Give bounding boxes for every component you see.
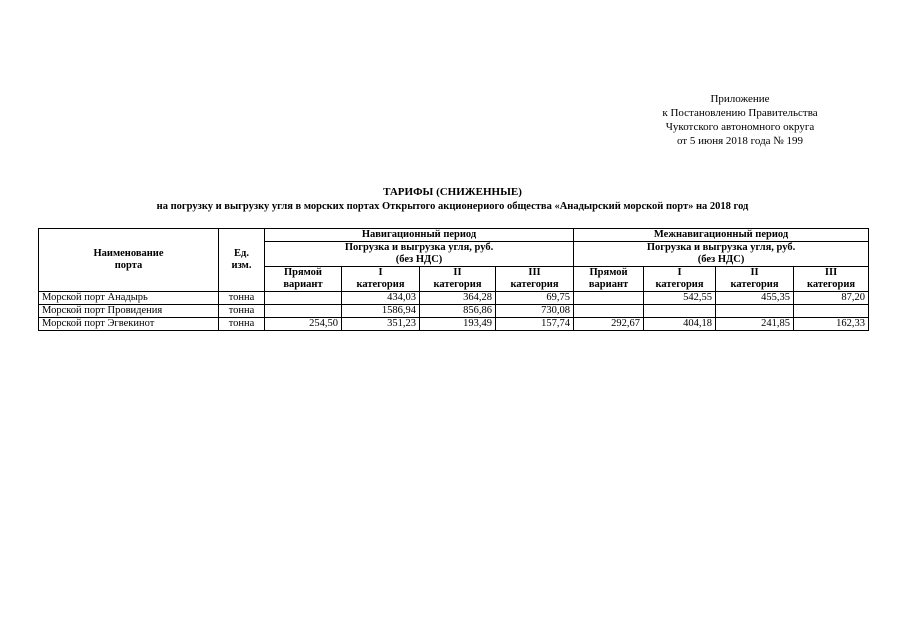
tariff-cell	[574, 305, 644, 318]
header-nav-period: Навигационный период	[265, 229, 574, 242]
tariff-cell: 351,23	[342, 318, 420, 331]
tariff-cell: 87,20	[794, 292, 869, 305]
table-row	[39, 292, 869, 305]
tariff-cell	[716, 305, 794, 318]
header-nav-group: Погрузка и выгрузка угля, руб. (без НДС)	[265, 242, 574, 267]
tariff-cell: 364,28	[420, 292, 496, 305]
appendix-line: Приложение	[710, 93, 770, 105]
tariff-cell: 241,85	[716, 318, 794, 331]
header-cat3: III категория	[794, 267, 869, 292]
table-row	[39, 305, 869, 318]
header-direct: Прямой вариант	[574, 267, 644, 292]
port-name: Морской порт Провидения	[39, 305, 219, 318]
header-cat1: I категория	[342, 267, 420, 292]
tariff-cell	[644, 305, 716, 318]
tariff-cell: 542,55	[644, 292, 716, 305]
appendix-block	[640, 92, 840, 148]
header-direct: Прямой вариант	[265, 267, 342, 292]
tariff-cell: 157,74	[496, 318, 574, 331]
tariff-cell	[794, 305, 869, 318]
port-name: Морской порт Эгвекинот	[39, 318, 219, 331]
tariff-cell: 730,08	[496, 305, 574, 318]
document-subtitle: на погрузку и выгрузку угля в морских портах Открытого акционериого общества «Анадырский морской порт» на 2018 год	[156, 201, 749, 212]
header-internav-period: Межнавигационный период	[574, 229, 869, 242]
tariff-cell: 292,67	[574, 318, 644, 331]
appendix-line: от 5 июня 2018 года № 199	[676, 135, 804, 147]
document-title: ТАРИФЫ (СНИЖЕННЫЕ)	[383, 186, 522, 198]
header-cat3: III категория	[496, 267, 574, 292]
tariff-cell: 434,03	[342, 292, 420, 305]
tariff-cell: 193,49	[420, 318, 496, 331]
header-internav-group: Погрузка и выгрузка угля, руб. (без НДС)	[574, 242, 869, 267]
header-unit: Ед. изм.	[219, 229, 265, 292]
header-port-name: Наименование порта	[39, 229, 219, 292]
header-cat2: II категория	[716, 267, 794, 292]
tariff-table	[38, 228, 869, 331]
unit: тонна	[219, 318, 265, 331]
tariff-cell	[265, 292, 342, 305]
table-row	[39, 318, 869, 331]
header-cat2: II категория	[420, 267, 496, 292]
appendix-line: к Постановлению Правительства	[662, 107, 818, 119]
tariff-cell	[265, 305, 342, 318]
tariff-cell: 856,86	[420, 305, 496, 318]
tariff-cell	[574, 292, 644, 305]
tariff-cell: 1586,94	[342, 305, 420, 318]
tariff-cell: 455,35	[716, 292, 794, 305]
unit: тонна	[219, 292, 265, 305]
port-name: Морской порт Анадырь	[39, 292, 219, 305]
header-cat1: I категория	[644, 267, 716, 292]
unit: тонна	[219, 305, 265, 318]
tariff-cell: 69,75	[496, 292, 574, 305]
tariff-cell: 162,33	[794, 318, 869, 331]
appendix-line: Чукотского автономного округа	[665, 121, 815, 133]
tariff-cell: 254,50	[265, 318, 342, 331]
tariff-cell: 404,18	[644, 318, 716, 331]
